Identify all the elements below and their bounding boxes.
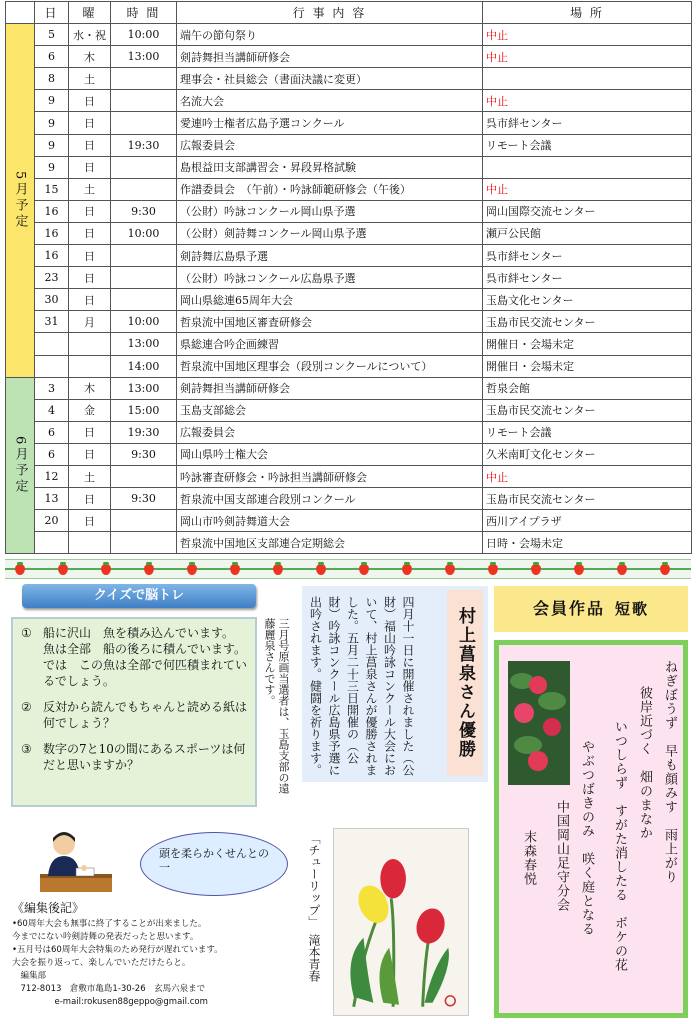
editor-line: 今までにない吟剣詩舞の発表だったと思います。 [12, 932, 199, 942]
poem-line: ねぎぼうず 早も顔みす 雨上がり [662, 660, 677, 884]
cell-day: 31 [35, 311, 69, 333]
cell-dow: 土 [69, 68, 111, 90]
editor-line: 712-8013 倉敷市亀島1-30-26 玄馬六泉まで [12, 984, 206, 994]
cell-event: 愛連吟士権者広島予選コンクール [177, 112, 483, 134]
cell-event: 吟詠審査研修会・吟詠担当講師研修会 [177, 465, 483, 487]
table-row [6, 355, 692, 377]
table-header-row [6, 2, 692, 24]
cell-place: リモート会議 [483, 421, 692, 443]
cell-dow: 水・祝 [69, 24, 111, 46]
cell-dow: 日 [69, 245, 111, 267]
cell-dow: 日 [69, 90, 111, 112]
cell-time [111, 465, 177, 487]
strawberry-icon [230, 564, 240, 575]
cell-day: 13 [35, 488, 69, 510]
question-text: 船に沢山 魚を積み込んでいます。 魚は全部 船の後ろに積んでいます。 では この魚は全部で何匹積まれているでしょう。 [43, 626, 253, 688]
cell-event: 岡山県総連65周年大会 [177, 289, 483, 311]
cell-day: 4 [35, 399, 69, 421]
cell-event: 県総連合吟企画練習 [177, 333, 483, 355]
cell-event: （公財）吟詠コンクール広島県予選 [177, 267, 483, 289]
cell-event: （公財）剣詩舞コンクール岡山県予選 [177, 222, 483, 244]
tulip-painting [333, 828, 469, 1016]
strawberry-icon [101, 564, 111, 575]
poem-line: やぶつばきのみ 咲く庭となる [579, 740, 594, 936]
strawberry-icon [359, 564, 369, 575]
editor-heading: 《編集後記》 [12, 901, 85, 915]
cell-place: 久米南町文化センター [483, 443, 692, 465]
cell-place: 中止 [483, 24, 692, 46]
painting-caption: 「チューリップ」 滝本青春 [307, 832, 321, 982]
cell-day: 23 [35, 267, 69, 289]
cell-place: 呉市絆センター [483, 267, 692, 289]
cell-dow: 日 [69, 156, 111, 178]
cell-time [111, 267, 177, 289]
question-text: 反対から読んでもちゃんと読める紙は何でしょう？ [43, 700, 248, 730]
cell-event: 作譜委員会 （午前）・吟詠師範研修会（午後） [177, 178, 483, 200]
table-row [6, 68, 692, 90]
strawberry-icon [574, 564, 584, 575]
cell-dow: 日 [69, 421, 111, 443]
cell-event: 哲泉流中国支部連合段別コンクール [177, 488, 483, 510]
editor-line: 大会を振り返って、楽しんでいただけたらと。 [12, 958, 191, 968]
cell-day: 3 [35, 377, 69, 399]
strawberry-icon [617, 564, 627, 575]
cell-event: 剣詩舞担当講師研修会 [177, 377, 483, 399]
strawberry-icon [144, 564, 154, 575]
cell-day: 16 [35, 245, 69, 267]
cell-day: 12 [35, 465, 69, 487]
cell-place: 玉島市民交流センター [483, 488, 692, 510]
cell-time [111, 90, 177, 112]
cell-place: 玉島市民交流センター [483, 399, 692, 421]
cell-time: 10:00 [111, 24, 177, 46]
cell-day: 5 [35, 24, 69, 46]
table-row [6, 24, 692, 46]
header-event: 行 事 内 容 [177, 2, 483, 24]
table-row [6, 112, 692, 134]
table-row [6, 399, 692, 421]
table-row [6, 267, 692, 289]
cell-day: 6 [35, 421, 69, 443]
schedule-table [5, 1, 692, 554]
strawberry-icon [531, 564, 541, 575]
cell-place [483, 68, 692, 90]
cell-day: 20 [35, 510, 69, 532]
table-row [6, 532, 692, 554]
cell-time: 9:30 [111, 443, 177, 465]
table-row [6, 134, 692, 156]
table-row [6, 311, 692, 333]
poem-line: 彼岸近づく 畑のまなか [637, 686, 652, 840]
table-row [6, 465, 692, 487]
cell-day: 16 [35, 222, 69, 244]
header-place: 場 所 [483, 2, 692, 24]
table-row [6, 488, 692, 510]
table-row [6, 200, 692, 222]
cell-dow: 日 [69, 289, 111, 311]
question-number: ③ [21, 742, 32, 756]
cell-dow: 日 [69, 510, 111, 532]
quiz-question [21, 625, 253, 689]
cell-dow: 月 [69, 311, 111, 333]
cell-place: 瀬戸公民館 [483, 222, 692, 244]
cell-event: 端午の節句祭り [177, 24, 483, 46]
cell-place: 中止 [483, 465, 692, 487]
cell-place: 中止 [483, 46, 692, 68]
table-row [6, 443, 692, 465]
june-label: 6月予定 [6, 377, 35, 554]
cell-place: 西川アイプラザ [483, 510, 692, 532]
cell-event: 剣詩舞広島県予選 [177, 245, 483, 267]
editor-email: e-mail:rokusen88geppo@gmail.com [12, 997, 208, 1007]
cell-dow: 木 [69, 46, 111, 68]
speech-bubble: 頭を柔らかくせんとの一 [140, 832, 288, 896]
cell-place: 開催日・会場未定 [483, 355, 692, 377]
cell-event: 島根益田支部講習会・昇段昇格試験 [177, 156, 483, 178]
cell-dow [69, 355, 111, 377]
schedule-body [6, 24, 692, 554]
table-row [6, 222, 692, 244]
cell-day [35, 532, 69, 554]
cell-time: 13:00 [111, 46, 177, 68]
cell-event: 哲泉流中国地区支部連合定期総会 [177, 532, 483, 554]
cell-day: 16 [35, 200, 69, 222]
cell-day: 30 [35, 289, 69, 311]
table-row [6, 90, 692, 112]
cell-event: 剣詩舞担当講師研修会 [177, 46, 483, 68]
may-label: 5月予定 [6, 24, 35, 378]
cell-time: 15:00 [111, 399, 177, 421]
editor-line: •60周年大会も無事に終了することが出来ました。 [12, 919, 207, 929]
cell-place: 岡山国際交流センター [483, 200, 692, 222]
strawberry-icon [15, 564, 25, 575]
poem-text [521, 660, 682, 1006]
cell-dow: 日 [69, 112, 111, 134]
cell-time [111, 532, 177, 554]
cell-place: 玉島文化センター [483, 289, 692, 311]
cell-place: リモート会議 [483, 134, 692, 156]
strawberry-icon [488, 564, 498, 575]
editor-notes [12, 902, 302, 1009]
cell-place [483, 156, 692, 178]
cell-time: 14:00 [111, 355, 177, 377]
cell-event: 広報委員会 [177, 421, 483, 443]
poem-line: いつしらず すがた消したる ボケの花 [612, 720, 627, 972]
award-text: 四月十一日に開催されました（公財）福山吟詠コンクール大会において、村上菖泉さんが優勝されました。五月二十三日開催の（公財）吟詠コンクール広島県予選に出吟されます。健闘を祈ります。 [308, 596, 415, 776]
cell-time: 9:30 [111, 488, 177, 510]
strawberry-icon [316, 564, 326, 575]
quiz-title: クイズで脳トレ [22, 584, 256, 608]
poem-subtitle: 短歌 [615, 600, 650, 618]
cell-time [111, 178, 177, 200]
cell-time: 10:00 [111, 222, 177, 244]
cell-dow: 土 [69, 465, 111, 487]
header-day: 日 [35, 2, 69, 24]
cell-time [111, 510, 177, 532]
header-time: 時 間 [111, 2, 177, 24]
cell-dow: 日 [69, 488, 111, 510]
cell-day [35, 333, 69, 355]
editor-line: •五月号は60周年大会特集のため発行が遅れています。 [12, 945, 223, 955]
table-row [6, 333, 692, 355]
cell-time [111, 289, 177, 311]
cell-time: 10:00 [111, 311, 177, 333]
cell-dow: 日 [69, 134, 111, 156]
strawberry-icon [445, 564, 455, 575]
strawberry-icon [273, 564, 283, 575]
table-row [6, 421, 692, 443]
table-row [6, 510, 692, 532]
cell-dow: 日 [69, 200, 111, 222]
cell-day: 15 [35, 178, 69, 200]
strawberry-icon [187, 564, 197, 575]
table-row [6, 156, 692, 178]
cell-event: （公財）吟詠コンクール岡山県予選 [177, 200, 483, 222]
cell-day: 9 [35, 112, 69, 134]
cell-place: 呉市絆センター [483, 112, 692, 134]
poem-title: 会員作品 [532, 599, 605, 618]
header-dow: 曜 [69, 2, 111, 24]
strawberry-icon [402, 564, 412, 575]
cell-time [111, 245, 177, 267]
question-text: 数字の7と10の間にあるスポーツは何だと思いますか？ [43, 742, 246, 772]
table-row [6, 178, 692, 200]
cell-day: 8 [35, 68, 69, 90]
cell-dow: 木 [69, 377, 111, 399]
table-row [6, 245, 692, 267]
quiz-question [21, 699, 247, 731]
cell-time: 13:00 [111, 333, 177, 355]
editor-line: 編集部 [12, 971, 47, 981]
winner-note: 三月号原画当選者は、玉島支部の遠藤麗泉さんです。 [263, 618, 290, 794]
cell-time: 19:30 [111, 134, 177, 156]
strawberry-border [5, 559, 691, 579]
poem-title-box [494, 586, 688, 632]
cell-time [111, 112, 177, 134]
cell-dow [69, 532, 111, 554]
header-month [6, 2, 35, 24]
cell-time: 19:30 [111, 421, 177, 443]
cell-dow: 金 [69, 399, 111, 421]
thinking-person-icon [40, 828, 112, 892]
poem-author-branch: 中国岡山足守分会 [554, 800, 569, 912]
cell-dow: 日 [69, 443, 111, 465]
cell-dow: 土 [69, 178, 111, 200]
strawberry-icon [660, 564, 670, 575]
cell-day: 9 [35, 90, 69, 112]
cell-event: 広報委員会 [177, 134, 483, 156]
table-row [6, 377, 692, 399]
cell-time: 9:30 [111, 200, 177, 222]
strawberry-icon [58, 564, 68, 575]
poem-author: 末森春悦 [521, 830, 536, 886]
quiz-question [21, 741, 247, 773]
question-number: ② [21, 700, 32, 714]
cell-place: 哲泉会館 [483, 377, 692, 399]
cell-event: 岡山県吟士権大会 [177, 443, 483, 465]
question-number: ① [21, 626, 32, 640]
cell-day [35, 355, 69, 377]
cell-dow [69, 333, 111, 355]
cell-place: 呉市絆センター [483, 245, 692, 267]
quiz-box [11, 617, 257, 807]
cell-time [111, 156, 177, 178]
cell-day: 9 [35, 156, 69, 178]
cell-dow: 日 [69, 267, 111, 289]
cell-time: 13:00 [111, 377, 177, 399]
cell-event: 玉島支部総会 [177, 399, 483, 421]
cell-time [111, 68, 177, 90]
table-row [6, 289, 692, 311]
cell-event: 哲泉流中国地区審査研修会 [177, 311, 483, 333]
cell-place: 中止 [483, 90, 692, 112]
cell-place: 玉島市民交流センター [483, 311, 692, 333]
cell-place: 日時・会場未定 [483, 532, 692, 554]
cell-event: 理事会・社員総会（書面決議に変更） [177, 68, 483, 90]
cell-day: 6 [35, 443, 69, 465]
cell-event: 岡山市吟剣詩舞道大会 [177, 510, 483, 532]
cell-dow: 日 [69, 222, 111, 244]
cell-event: 哲泉流中国地区理事会（段別コンクールについて） [177, 355, 483, 377]
table-row [6, 46, 692, 68]
award-title: 村上菖泉さん優勝 [447, 590, 483, 776]
cell-event: 名流大会 [177, 90, 483, 112]
cell-place: 開催日・会場未定 [483, 333, 692, 355]
cell-day: 6 [35, 46, 69, 68]
cell-place: 中止 [483, 178, 692, 200]
cell-day: 9 [35, 134, 69, 156]
